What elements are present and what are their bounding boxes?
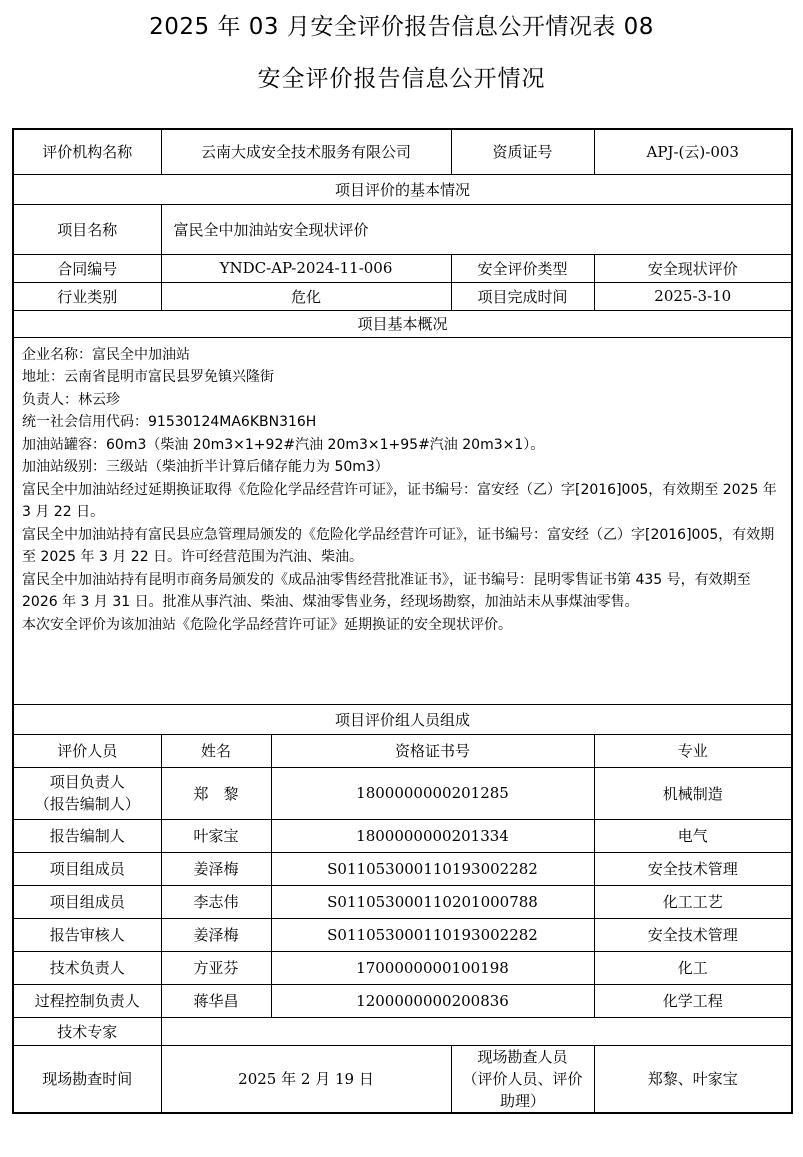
- overview-manager: 负责人：林云珍: [22, 391, 120, 408]
- team-major: 化工: [594, 951, 792, 984]
- industry-label: 行业类别: [13, 282, 161, 310]
- team-role: 技术负责人: [13, 951, 161, 984]
- overview-station-level: 加油站级别：三级站（柴油折半计算后储存能力为 50m3）: [22, 459, 389, 475]
- team-header-row: [13, 734, 792, 767]
- org-value: 云南大成安全技术服务有限公司: [161, 129, 451, 174]
- industry-row: [13, 282, 792, 310]
- team-role: 报告编制人: [13, 819, 161, 852]
- team-name: 蒋华昌: [161, 984, 271, 1017]
- overview-evaluation-purpose: 本次安全评价为该加油站《危险化学品经营许可证》延期换证的安全现状评价。: [22, 616, 512, 633]
- section-overview-row: [13, 310, 792, 337]
- overview-hazchem-license: 富民全中加油站持有富民县应急管理局颁发的《危险化学品经营许可证》，证书编号：富安经（乙）字[2016]005，有效期至 2025 年 3 月 22 日。许可经营范围为汽油、柴油。: [22, 526, 775, 565]
- cert-label: 资质证号: [451, 129, 594, 174]
- survey-time-label: 现场勘查时间: [13, 1045, 161, 1113]
- team-header-role: 评价人员: [13, 734, 161, 767]
- project-name-label: 项目名称: [13, 204, 161, 254]
- team-name: 姜泽梅: [161, 918, 271, 951]
- section-basic-heading: 项目评价的基本情况: [13, 174, 792, 204]
- industry-value: 危化: [161, 282, 451, 310]
- team-name: 姜泽梅: [161, 852, 271, 885]
- section-team-heading: 项目评价组人员组成: [13, 704, 792, 734]
- team-row: [13, 885, 792, 918]
- team-cert: S011053000110201000788: [271, 885, 594, 918]
- project-name-row: [13, 204, 792, 254]
- contract-label: 合同编号: [13, 254, 161, 282]
- team-role: 报告审核人: [13, 918, 161, 951]
- team-row: [13, 984, 792, 1017]
- team-role: 项目组成员: [13, 852, 161, 885]
- contract-value: YNDC-AP-2024-11-006: [161, 254, 451, 282]
- team-cert: 1700000000100198: [271, 951, 594, 984]
- team-name: 叶家宝: [161, 819, 271, 852]
- team-row: [13, 767, 792, 819]
- team-header-major: 专业: [594, 734, 792, 767]
- eval-type-value: 安全现状评价: [594, 254, 792, 282]
- expert-row: [13, 1017, 792, 1045]
- overview-text: [13, 337, 792, 704]
- team-major: 安全技术管理: [594, 918, 792, 951]
- eval-type-label: 安全评价类型: [451, 254, 594, 282]
- team-cert: 1200000000200836: [271, 984, 594, 1017]
- page-subtitle: 安全评价报告信息公开情况: [257, 66, 546, 92]
- team-name: 李志伟: [161, 885, 271, 918]
- team-major: 机械制造: [594, 767, 792, 819]
- cert-value: APJ-(云)-003: [594, 129, 792, 174]
- section-team-row: [13, 704, 792, 734]
- team-cert: 1800000000201334: [271, 819, 594, 852]
- team-header-cert: 资格证书号: [271, 734, 594, 767]
- overview-row: [13, 337, 792, 704]
- team-cert: 1800000000201285: [271, 767, 594, 819]
- team-name: 郑 黎: [161, 767, 271, 819]
- team-row: [13, 852, 792, 885]
- page-title: 2025 年 03 月安全评价报告信息公开情况表 08: [149, 14, 654, 40]
- expert-label: 技术专家: [13, 1017, 161, 1045]
- team-row: [13, 918, 792, 951]
- overview-license-renewal: 富民全中加油站经过延期换证取得《危险化学品经营许可证》，证书编号：富安经（乙）字[2016]005，有效期至 2025 年 3 月 22 日。: [22, 481, 777, 520]
- contract-row: [13, 254, 792, 282]
- survey-row: [13, 1045, 792, 1113]
- team-major: 化学工程: [594, 984, 792, 1017]
- section-basic-row: [13, 174, 792, 204]
- team-header-name: 姓名: [161, 734, 271, 767]
- survey-time-value: 2025 年 2 月 19 日: [161, 1045, 451, 1113]
- team-cert: S011053000110193002282: [271, 918, 594, 951]
- complete-time-label: 项目完成时间: [451, 282, 594, 310]
- complete-time-value: 2025-3-10: [594, 282, 792, 310]
- section-overview-heading: 项目基本概况: [13, 310, 792, 337]
- org-label: 评价机构名称: [13, 129, 161, 174]
- team-row: [13, 819, 792, 852]
- org-row: [13, 129, 792, 174]
- team-role: 项目组成员: [13, 885, 161, 918]
- team-cert: S011053000110193002282: [271, 852, 594, 885]
- team-role: 项目负责人 （报告编制人）: [13, 767, 161, 819]
- team-major: 电气: [594, 819, 792, 852]
- team-major: 化工工艺: [594, 885, 792, 918]
- team-row: [13, 951, 792, 984]
- expert-value: [161, 1017, 792, 1045]
- team-role: 过程控制负责人: [13, 984, 161, 1017]
- project-name-value: 富民全中加油站安全现状评价: [161, 204, 792, 254]
- overview-company-name: 企业名称：富民全中加油站: [22, 346, 190, 363]
- overview-address: 地址：云南省昆明市富民县罗免镇兴隆街: [22, 369, 274, 385]
- overview-retail-certificate: 富民全中加油站持有昆明市商务局颁发的《成品油零售经营批准证书》，证书编号：昆明零售证书第 435 号，有效期至 2026 年 3 月 31 日。批准从事汽油、柴油、煤油零售业务，经现场勘察，加油站未从事煤油零售。: [22, 571, 751, 610]
- report-table: [12, 128, 793, 1114]
- overview-credit-code: 统一社会信用代码：91530124MA6KBN316H: [22, 414, 317, 430]
- survey-people-value: 郑黎、叶家宝: [594, 1045, 792, 1113]
- overview-tank-capacity: 加油站罐容：60m3（柴油 20m3×1+92#汽油 20m3×1+95#汽油 20m3×1）。: [22, 436, 545, 453]
- team-name: 方亚芬: [161, 951, 271, 984]
- survey-people-label: 现场勘查人员 （评价人员、评价助理）: [451, 1045, 594, 1113]
- team-major: 安全技术管理: [594, 852, 792, 885]
